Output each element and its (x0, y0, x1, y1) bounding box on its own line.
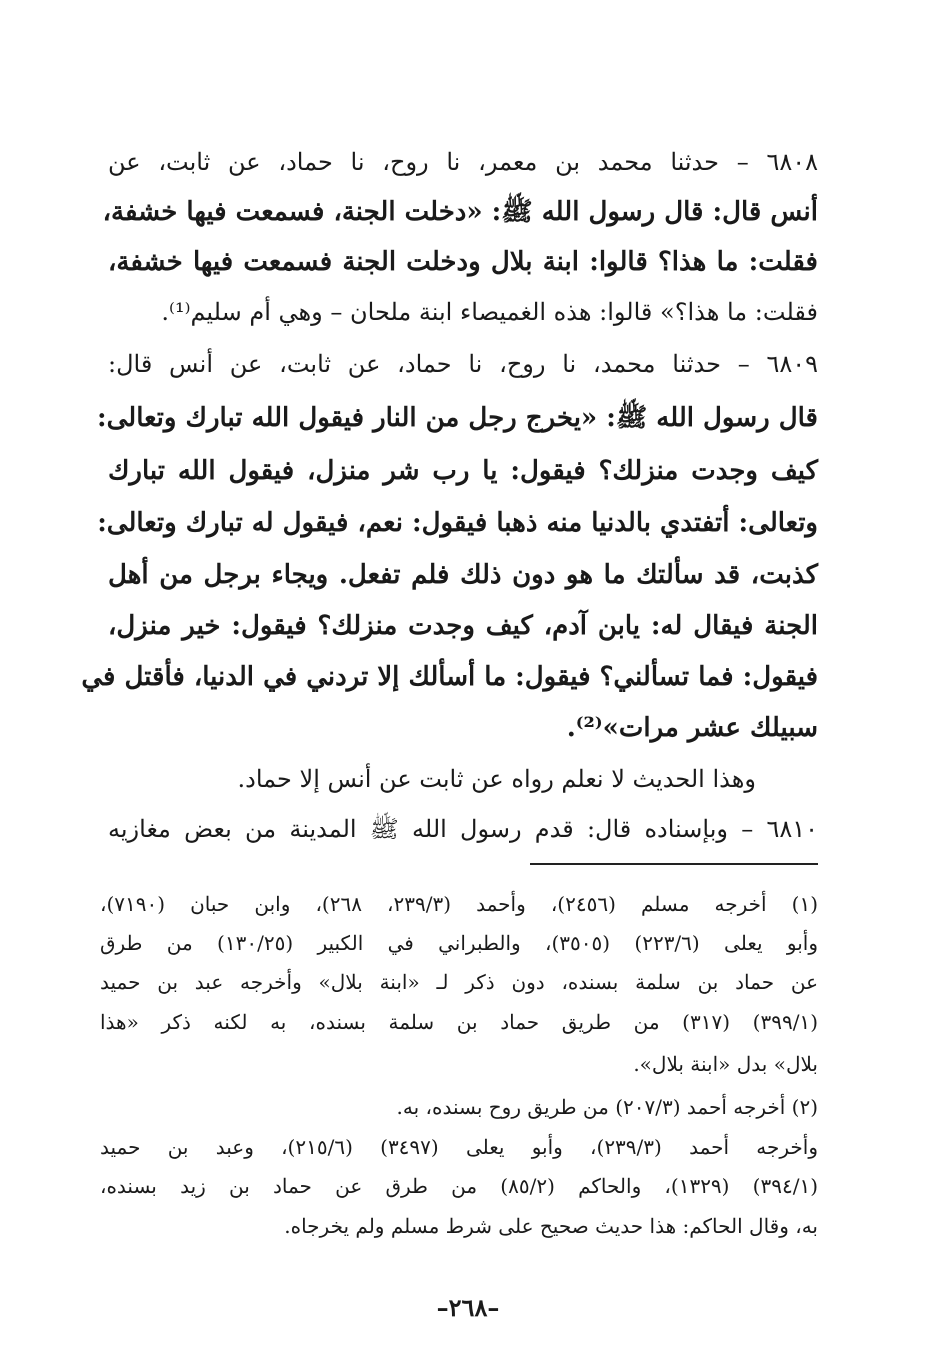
body-line-6: قال رسول الله ﷺ: «يخرج رجل من النار فيقول الله تبارك وتعالى: (97, 403, 818, 433)
footnote-line-8: (٣٩٤/١) (١٣٢٩)، والحاكم (٨٥/٢) من طرق عن حماد بن زيد بسنده، (100, 1174, 819, 1198)
footnote-line-6: (٢) أخرجه أحمد (٢٠٧/٣) من طريق روح بسنده، به. (396, 1095, 818, 1119)
body-line-5: ٦٨٠٩ – حدثنا محمد، نا روح، نا حماد، عن ثابت، عن أنس قال: (108, 350, 818, 378)
footnote-line-5: بلال» بدل «ابنة بلال». (633, 1052, 818, 1076)
body-line-3: فقلت: ما هذا؟ قالوا: ابنة بلال ودخلت الجنة فسمعت فيها خشفة، (108, 247, 818, 277)
footnote-divider (530, 863, 818, 865)
body-line-2: أنس قال: قال رسول الله ﷺ: «دخلت الجنة، فسمعت فيها خشفة، (102, 197, 818, 227)
footnote-line-9: به، وقال الحاكم: هذا حديث صحيح على شرط مسلم ولم يخرجاه. (284, 1214, 818, 1238)
body-line-4: فقلت: ما هذا؟» قالوا: هذه الغميصاء ابنة ملحان – وهي أم سليم⁽¹⁾. (161, 298, 818, 326)
body-line-10: الجنة فيقال له: يابن آدم، كيف وجدت منزلك؟ فيقول: خير منزل، (108, 611, 818, 641)
footnote-line-1: (١) أخرجه مسلم (٢٤٥٦)، وأحمد (٢٣٩/٣، ٢٦٨)، وابن حبان (٧١٩٠)، (100, 892, 818, 916)
body-line-1: ٦٨٠٨ – حدثنا محمد بن معمر، نا روح، نا حماد، عن ثابت، عن (108, 148, 818, 176)
footnote-line-2: وأبو يعلى (٢٢٣/٦) (٣٥٠٥)، والطبراني في الكبير (١٣٠/٢٥) من طرق (100, 931, 818, 955)
body-line-13: وهذا الحديث لا نعلم رواه عن ثابت عن أنس إلا حماد. (237, 765, 756, 793)
footnote-line-3: عن حماد بن سلمة بسنده، دون ذكر لـ «ابنة بلال» وأخرجه عبد بن حميد (100, 970, 818, 994)
body-line-8: وتعالى: أتفتدي بالدنيا منه ذهبا فيقول: نعم، فيقول له تبارك وتعالى: (97, 508, 818, 538)
body-line-9: كذبت، قد سألتك ما هو دون ذلك فلم تفعل. ويجاء برجل من أهل (108, 560, 818, 590)
footnote-line-7: وأخرجه أحمد (٢٣٩/٣)، وأبو يعلى (٣٤٩٧) (٢١٥/٦)، وعبد بن حميد (100, 1135, 818, 1159)
body-line-7: كيف وجدت منزلك؟ فيقول: يا رب شر منزل، فيقول الله تبارك (108, 456, 818, 486)
footnote-line-4: (٣٩٩/١) (٣١٧) من طريق حماد بن سلمة بسنده، به لكنه ذكر «هذا (100, 1010, 818, 1034)
page-number: –٢٦٨– (436, 1293, 500, 1322)
body-line-11: فيقول: فما تسألني؟ فيقول: ما أسألك إلا تردني في الدنيا، فأقتل في (81, 662, 818, 692)
body-line-14: ٦٨١٠ – وبإسناده قال: قدم رسول الله ﷺ المدينة من بعض مغازيه (108, 815, 818, 843)
body-line-12: سبيلك عشر مرات»⁽²⁾. (566, 713, 818, 743)
